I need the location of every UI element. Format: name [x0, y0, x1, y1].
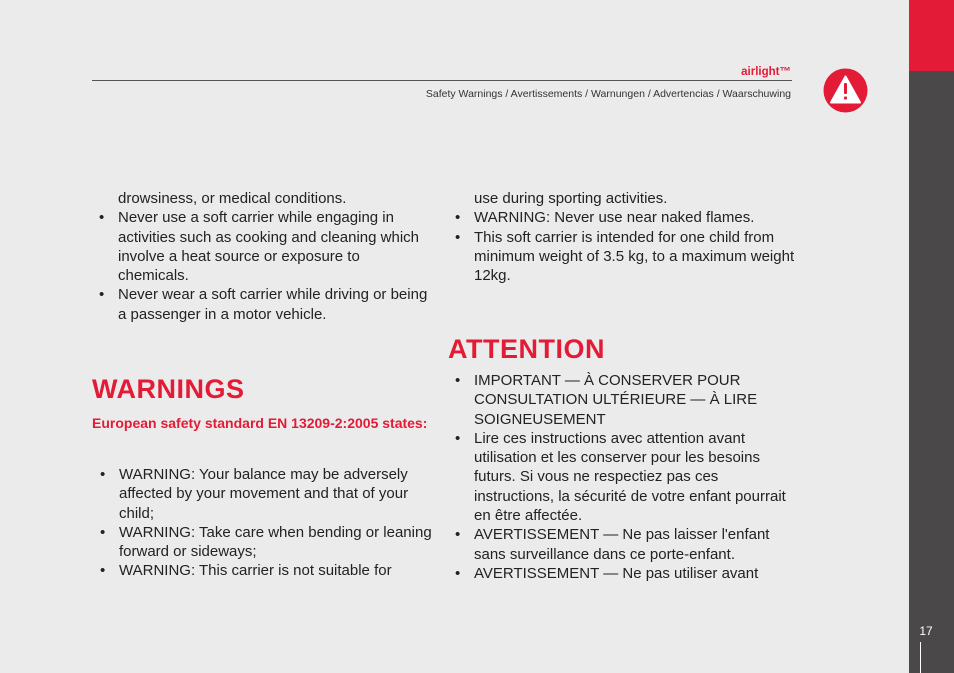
attention-list-block: [448, 371, 798, 583]
warnings-bullet-list: [93, 465, 433, 581]
list-item: • WARNING: Never use near naked flames.: [448, 208, 798, 227]
page-number: 17: [919, 624, 933, 638]
list-item: • WARNING: Take care when bending or leaning forward or sideways;: [93, 523, 433, 562]
warnings-subheading: European safety standard EN 13209-2:2005 states:: [92, 415, 428, 431]
page-number-divider: [920, 642, 921, 673]
side-bar: [909, 0, 954, 673]
right-column: [448, 189, 798, 285]
page-subtitle: Safety Warnings / Avertissements / Warnungen / Advertencias / Waarschuwing: [425, 88, 791, 100]
warning-triangle-icon: [823, 68, 868, 113]
right-bullet-list: [448, 208, 798, 285]
list-item: • AVERTISSEMENT — Ne pas utiliser avant: [448, 564, 798, 583]
list-item: • WARNING: This carrier is not suitable for: [93, 561, 433, 580]
left-column: [92, 189, 432, 324]
list-item: • AVERTISSEMENT — Ne pas laisser l'enfant sans surveillance dans ce porte-enfant.: [448, 525, 798, 564]
left-bullet-list: [92, 208, 432, 324]
left-continuation-text: drowsiness, or medical conditions.: [118, 190, 347, 207]
list-item: • This soft carrier is intended for one child from minimum weight of 3.5 kg, to a maximum weight 12kg.: [448, 228, 798, 286]
warnings-list-block: [93, 465, 433, 581]
side-bar-accent: [909, 0, 954, 71]
attention-heading: ATTENTION: [448, 334, 605, 364]
list-item: • WARNING: Your balance may be adversely affected by your movement and that of your child;: [93, 465, 433, 523]
warnings-heading: WARNINGS: [92, 374, 245, 404]
list-item: • Lire ces instructions avec attention avant utilisation et les conserver pour les besoins futurs. Si vous ne respectiez pas ces instructions, la sécurité de votre enfant pourrait en être affectée.: [448, 429, 798, 525]
brand-name: airlight™: [741, 66, 791, 78]
right-continuation-text: use during sporting activities.: [474, 190, 668, 207]
list-item: • Never wear a soft carrier while driving or being a passenger in a motor vehicle.: [92, 285, 432, 324]
header-rule: [92, 80, 792, 81]
list-item: • Never use a soft carrier while engaging in activities such as cooking and cleaning which involve a heat source or exposure to chemicals.: [92, 208, 432, 285]
list-item: • IMPORTANT — À CONSERVER POUR CONSULTATION ULTÉRIEURE — À LIRE SOIGNEUSEMENT: [448, 371, 798, 429]
attention-bullet-list: [448, 371, 798, 583]
